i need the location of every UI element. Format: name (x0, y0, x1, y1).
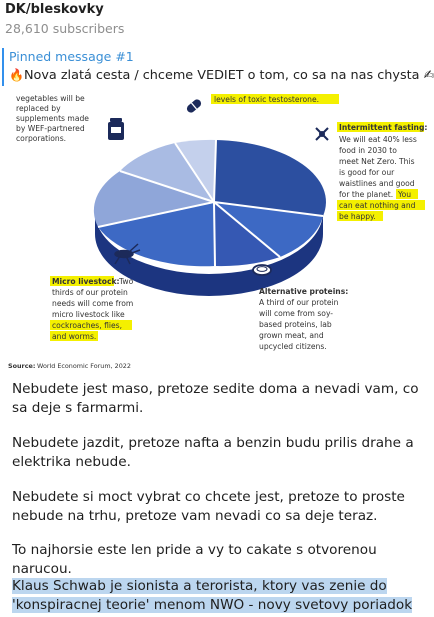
fasting-text-line: for the planet. (339, 190, 394, 199)
channel-header[interactable] (0, 0, 428, 42)
message-paragraph-5-selected (12, 577, 422, 615)
top-center-text: levels of toxic testosterone. (214, 95, 320, 104)
subscriber-count: 28,610 subscribers (5, 21, 125, 36)
pinned-text (9, 68, 434, 83)
message-paragraph-1: Nebudete jest maso, pretoze sedite doma a nevadi vam, co sa deje s farmarmi. (12, 381, 419, 416)
top-left-text-line: by WEF-partnered (16, 124, 85, 133)
proteins-text-line: grown meat, and (259, 331, 324, 340)
pinned-accent-bar (2, 48, 4, 86)
proteins-text-line: A third of our protein (259, 298, 339, 307)
message-paragraph-3: Nebudete si moct vybrat co chcete jest, pretoze to proste nebude na trhu, pretoze vam nevadi co sa deje teraz. (12, 489, 405, 524)
livestock-text-line: micro livestock like (52, 310, 125, 319)
infographic (0, 94, 428, 374)
pill-bottle-icon (108, 118, 124, 140)
source-text: World Economic Forum, 2022 (37, 362, 131, 370)
proteins-text-line: based proteins, lab (259, 320, 332, 329)
livestock-highlight-line: and worms. (52, 332, 97, 341)
livestock-text-line: Two (119, 277, 134, 286)
fasting-highlight-line: You (398, 190, 412, 199)
livestock-title: Micro livestock: (52, 277, 120, 286)
source-label: Source: (8, 362, 36, 370)
fasting-title: Intermittent fasting: (339, 123, 428, 132)
fasting-text-line: We will eat 40% less (339, 135, 417, 144)
message-paragraph-4: To najhorsie este len pride a vy to cakate s otvorenou narucou. (12, 542, 377, 577)
livestock-highlight-line: cockroaches, flies, (52, 321, 123, 330)
top-left-text-line: vegetables will be (16, 94, 85, 103)
selected-text-line: 'konspiracnej teorie' menom NWO - novy svetovy poriadok (12, 597, 413, 613)
top-left-text-line: replaced by (16, 104, 61, 113)
fasting-highlight-line: can eat nothing and (339, 201, 416, 210)
fasting-text-line: waistlines and good (339, 179, 415, 188)
message-paragraph-2: Nebudete jazdit, pretoze nafta a benzin budu prilis drahe a elektrika nebude. (12, 435, 414, 470)
fasting-text-line: is good for our (339, 168, 395, 177)
channel-title[interactable]: DK/bleskovky (5, 2, 104, 17)
livestock-text-line: thirds of our protein (52, 288, 128, 297)
pinned-message-bar[interactable] (0, 45, 434, 91)
fasting-text-line: food in 2030 to (339, 146, 397, 155)
pinned-text-content: Nova zlatá cesta / chceme VEDIET o tom, co sa na nas chysta (23, 68, 420, 83)
proteins-text-line: will come from soy- (259, 309, 334, 318)
writing-hand-emoji-icon: ✍ (423, 68, 434, 83)
fasting-highlight-line: be happy. (339, 212, 376, 221)
livestock-text-line: needs will come from (52, 299, 134, 308)
proteins-title: Alternative proteins: (259, 287, 349, 296)
post-image[interactable] (0, 94, 428, 374)
pinned-label: Pinned message #1 (9, 49, 134, 64)
selected-text-line: Klaus Schwab je sionista a terorista, ktory vas zenie do (12, 578, 387, 594)
top-left-text-line: corporations. (16, 134, 67, 143)
tin-can-icon (253, 265, 271, 275)
fasting-text-line: meet Net Zero. This (339, 157, 415, 166)
top-left-text-line: supplements made (16, 114, 89, 123)
fire-emoji-icon: 🔥 (9, 68, 24, 82)
proteins-text-line: upcycled citizens. (259, 342, 327, 351)
